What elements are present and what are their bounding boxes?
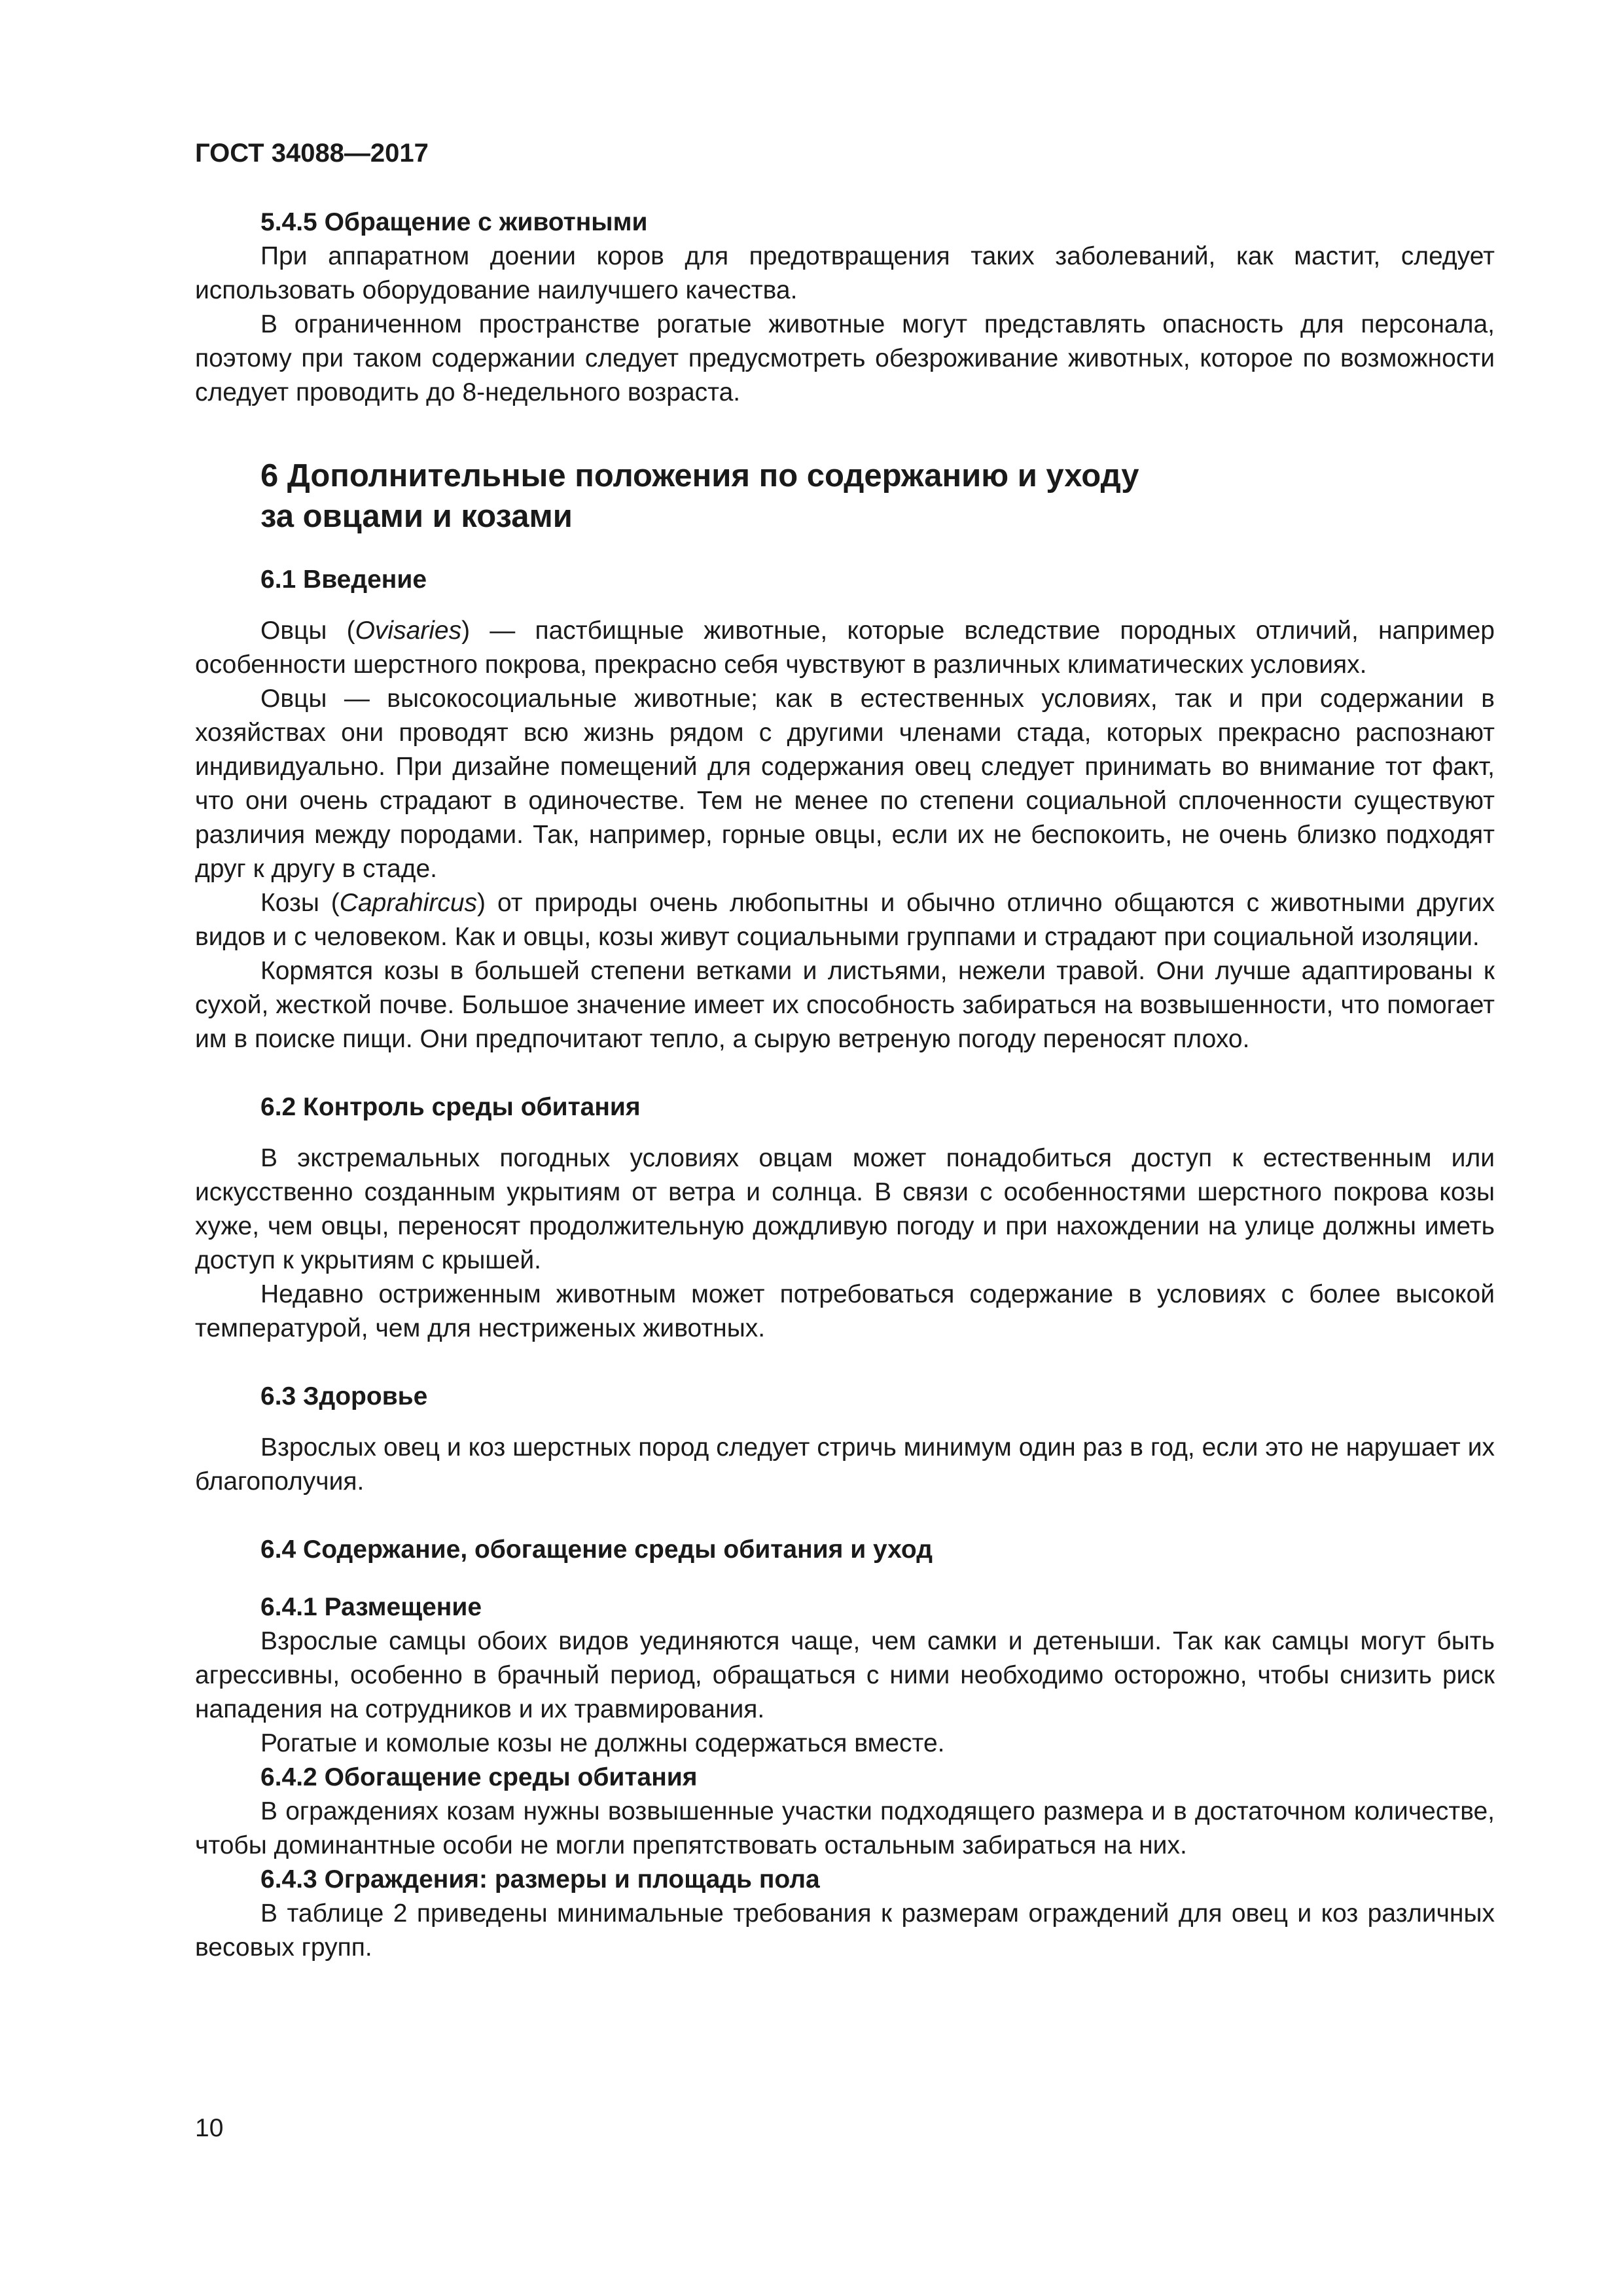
text-run: ) от природы очень любопытны и обычно отлично общаются с животными других видов и с человеком. Как и овцы, козы живут социальными группами и страдают при социальной изоляции. [195,889,1495,951]
heading-6-4-2: 6.4.2 Обогащение среды обитания [260,1763,698,1791]
heading-6-4: 6.4 Содержание, обогащение среды обитания и уход [260,1535,933,1564]
document-header-standard-id: ГОСТ 34088—2017 [195,139,429,168]
paragraph: Взрослых овец и коз шерстных пород следует стричь минимум один раз в год, если это не нарушает их благополучия. [195,1433,1495,1496]
paragraph: Взрослые самцы обоих видов уединяются чаще, чем самки и детеныши. Так как самцы могут быть агрессивны, особенно в брачный период, обращаться с ними необходимо осторожно, чтобы снизить риск нападения на сотрудников и их травмирования. [195,1627,1495,1723]
heading-6-1: 6.1 Введение [260,565,427,594]
text-run: ) — пастбищные животные, которые вследствие породных отличий, например особенности шерстного покрова, прекрасно себя чувствуют в различных климатических условиях. [195,617,1495,679]
paragraph: В экстремальных погодных условиях овцам может понадобиться доступ к естественным или искусственно созданным укрытиям от ветра и солнца. В связи с особенностями шерстного покрова козы хуже, чем овцы, переносят продолжительную дождливую погоду и при нахождении на улице должны иметь доступ к укрытиям с крышей. [195,1144,1495,1274]
document-page [195,137,1495,1965]
heading-6-3: 6.3 Здоровье [260,1382,428,1410]
page-number: 10 [195,2114,224,2142]
text-run: Козы ( [260,889,340,917]
heading-section-6-line1: 6 Дополнительные положения по содержанию и уходу [260,458,1139,493]
paragraph: Рогатые и комолые козы не должны содержаться вместе. [260,1729,945,1757]
paragraph: При аппаратном доении коров для предотвращения таких заболеваний, как мастит, следует использовать оборудование наилучшего качества. [195,242,1495,304]
paragraph: В ограждениях козам нужны возвышенные участки подходящего размера и в достаточном количестве, чтобы доминантные особи не могли препятствовать остальным забираться на них. [195,1797,1495,1859]
paragraph: Кормятся козы в большей степени ветками и листьями, нежели травой. Они лучше адаптированы к сухой, жесткой почве. Большое значение имеет их способность забираться на возвышенности, что помогает им в поиске пищи. Они предпочитают тепло, а сырую ветреную погоду переносят плохо. [195,957,1495,1053]
heading-section-6-line2: за овцами и козами [260,499,573,534]
document-body [195,206,1495,1965]
heading-6-4-3: 6.4.3 Ограждения: размеры и площадь пола [260,1865,820,1893]
paragraph: В ограниченном пространстве рогатые животные могут представлять опасность для персонала, поэтому при таком содержании следует предусмотреть обезроживание животных, которое по возможности следует проводить до 8-недельного возраста. [195,310,1495,406]
latin-name-ovisaries: Ovisaries [355,617,462,645]
paragraph-ovis [195,614,1495,682]
heading-5-4-5: 5.4.5 Обращение с животными [260,208,648,236]
heading-section-6 [195,456,1373,537]
paragraph: В таблице 2 приведены минимальные требования к размерам ограждений для овец и коз различных весовых групп. [195,1899,1495,1962]
paragraph: Овцы — высокосоциальные животные; как в естественных условиях, так и при содержании в хозяйствах они проводят всю жизнь рядом с другими членами стада, которых прекрасно распознают индивидуально. При дизайне помещений для содержания овец следует принимать во внимание тот факт, что они очень страдают в одиночестве. Тем не менее по степени социальной сплоченности существуют различия между породами. Так, например, горные овцы, если их не беспокоить, не очень близко подходят друг к другу в стаде. [195,685,1495,883]
text-run: Овцы ( [260,617,355,645]
heading-6-4-1: 6.4.1 Размещение [260,1593,482,1621]
latin-name-caprahircus: Caprahircus [339,889,478,917]
heading-6-2: 6.2 Контроль среды обитания [260,1093,641,1121]
paragraph-capra [195,886,1495,954]
paragraph: Недавно остриженным животным может потребоваться содержание в условиях с более высокой температурой, чем для нестриженых животных. [195,1280,1495,1342]
